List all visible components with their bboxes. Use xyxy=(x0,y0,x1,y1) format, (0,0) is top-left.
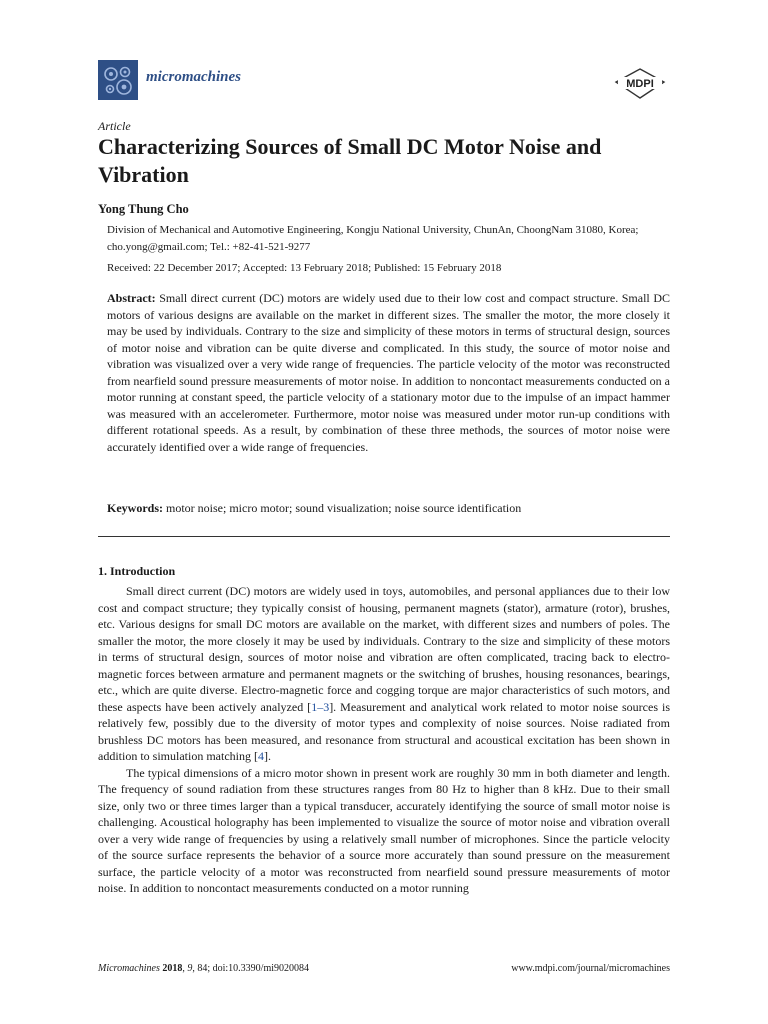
intro-p1-text-b: ]. Measurement and analytical work related to motor noise sources is relatively few, possibly due to the diversity of motor types and complexity of noise sources. Noise radiated from brushless DC motors has been measured, and resonance from structural and acoustical excitation has been shown in addition to simulation matching [ xyxy=(98,699,670,763)
intro-paragraph-1 xyxy=(98,583,670,765)
keywords-text: motor noise; micro motor; sound visualization; noise source identification xyxy=(166,501,522,515)
intro-p1-text-a: Small direct current (DC) motors are widely used in toys, automobiles, and personal appliances due to their low cost and compact structure; they typically consist of housing, permanent magnets (stator), armature (rotor), brushes, etc. Various designs for small DC motors are available on the market, with different sizes and numbers of poles. The smaller the motor, the more closely it may be used by individuals. Contrary to the size and simplicity of these motors in terms of structural design, sources of motor noise and vibration are often complicated, tracing back to electro-magnetic forces between armature and permanent magnets or the switching of brushes, housing resonances, bearings, etc., which are quite diverse. Electro-magnetic force and cogging torque are major characteristics of such motors, and these aspects have been actively analyzed [ xyxy=(98,584,670,714)
author-affiliation: Division of Mechanical and Automotive Engineering, Kongju National University, ChunAn, ChoongNam 31080, Korea; cho.yong@gmail.com; Tel.: +82-41-521-9277 xyxy=(107,224,639,253)
intro-p1-text-c: ]. xyxy=(263,749,271,763)
abstract-text: Small direct current (DC) motors are widely used due to their low cost and compact structure. Small DC motors of various designs are available on the market in different sizes. The smaller the motor, the more closely it may be used by individuals. Contrary to the size and simplicity of these motors in terms of structural design, sources of motor noise and vibration can be quite diverse and complicated. In this study, the source of motor noise and vibration was visualized over a very wide range of frequencies. The particle velocity of the motor was reconstructed from nearfield sound pressure measurements of motor noise. In addition to noncontact measurements conducted on a motor running at constant speed, the particle velocity of a stationary motor due to the impulse of an impact hammer was measured with an accelerometer. Furthermore, motor noise was measured under motor run-up conditions with different rotational speeds. As a result, by combination of these three methods, the sources of motor noise were accurately identified over a wide range of frequencies. xyxy=(107,291,670,454)
author-name: Yong Thung Cho xyxy=(98,202,189,216)
journal-logo-icon xyxy=(98,60,138,100)
mdpi-logo-text: MDPI xyxy=(626,78,654,90)
citation-link-4[interactable]: 4 xyxy=(257,749,264,763)
footer-journal-url[interactable]: www.mdpi.com/journal/micromachines xyxy=(511,963,670,974)
abstract xyxy=(107,290,670,455)
section-heading-introduction: 1. Introduction xyxy=(98,564,176,578)
intro-paragraph-2: The typical dimensions of a micro motor shown in present work are roughly 30 mm in both diameter and length. The frequency of sound radiation from these structures ranges from 80 Hz to higher than 8 kHz. Due to their small size, only two or three times larger than a typical transducer, accurately identifying the source of small motor noise is challenging. Acoustical holography has been implemented to visualize the source of motor noise and vibration overall over a very wide range of frequencies by using a relatively small number of microphones. Since the particle velocity of the source surface represents the behavior of a source more accurately than sound pressure on the measurement surface, the particle velocity of a motor was reconstructed from nearfield sound pressure measurements of motor noise. In addition to noncontact measurements conducted on a motor running xyxy=(98,765,670,895)
footer-volume: 9 xyxy=(187,963,193,974)
abstract-label: Abstract: xyxy=(107,291,156,305)
section-divider xyxy=(98,536,670,537)
paper-title: Characterizing Sources of Small DC Motor Noise and Vibration xyxy=(98,134,602,187)
footer-journal: Micromachines xyxy=(98,963,160,974)
footer-doi: , 84; doi:10.3390/mi9020084 xyxy=(192,963,310,974)
footer-citation: Micromachines 2018, 9, 84; doi:10.3390/mi9020084 xyxy=(98,963,310,974)
journal-name: micromachines xyxy=(146,69,242,85)
mdpi-logo-icon xyxy=(612,67,668,101)
keywords-label: Keywords: xyxy=(107,501,163,515)
citation-link-1-3[interactable]: 1–3 xyxy=(311,699,330,714)
introduction-body xyxy=(98,583,670,897)
article-type: Article xyxy=(98,119,131,133)
footer-year: 2018 xyxy=(162,963,183,974)
keywords xyxy=(107,501,670,516)
publication-dates: Received: 22 December 2017; Accepted: 13 February 2018; Published: 15 February 2018 xyxy=(107,262,502,274)
